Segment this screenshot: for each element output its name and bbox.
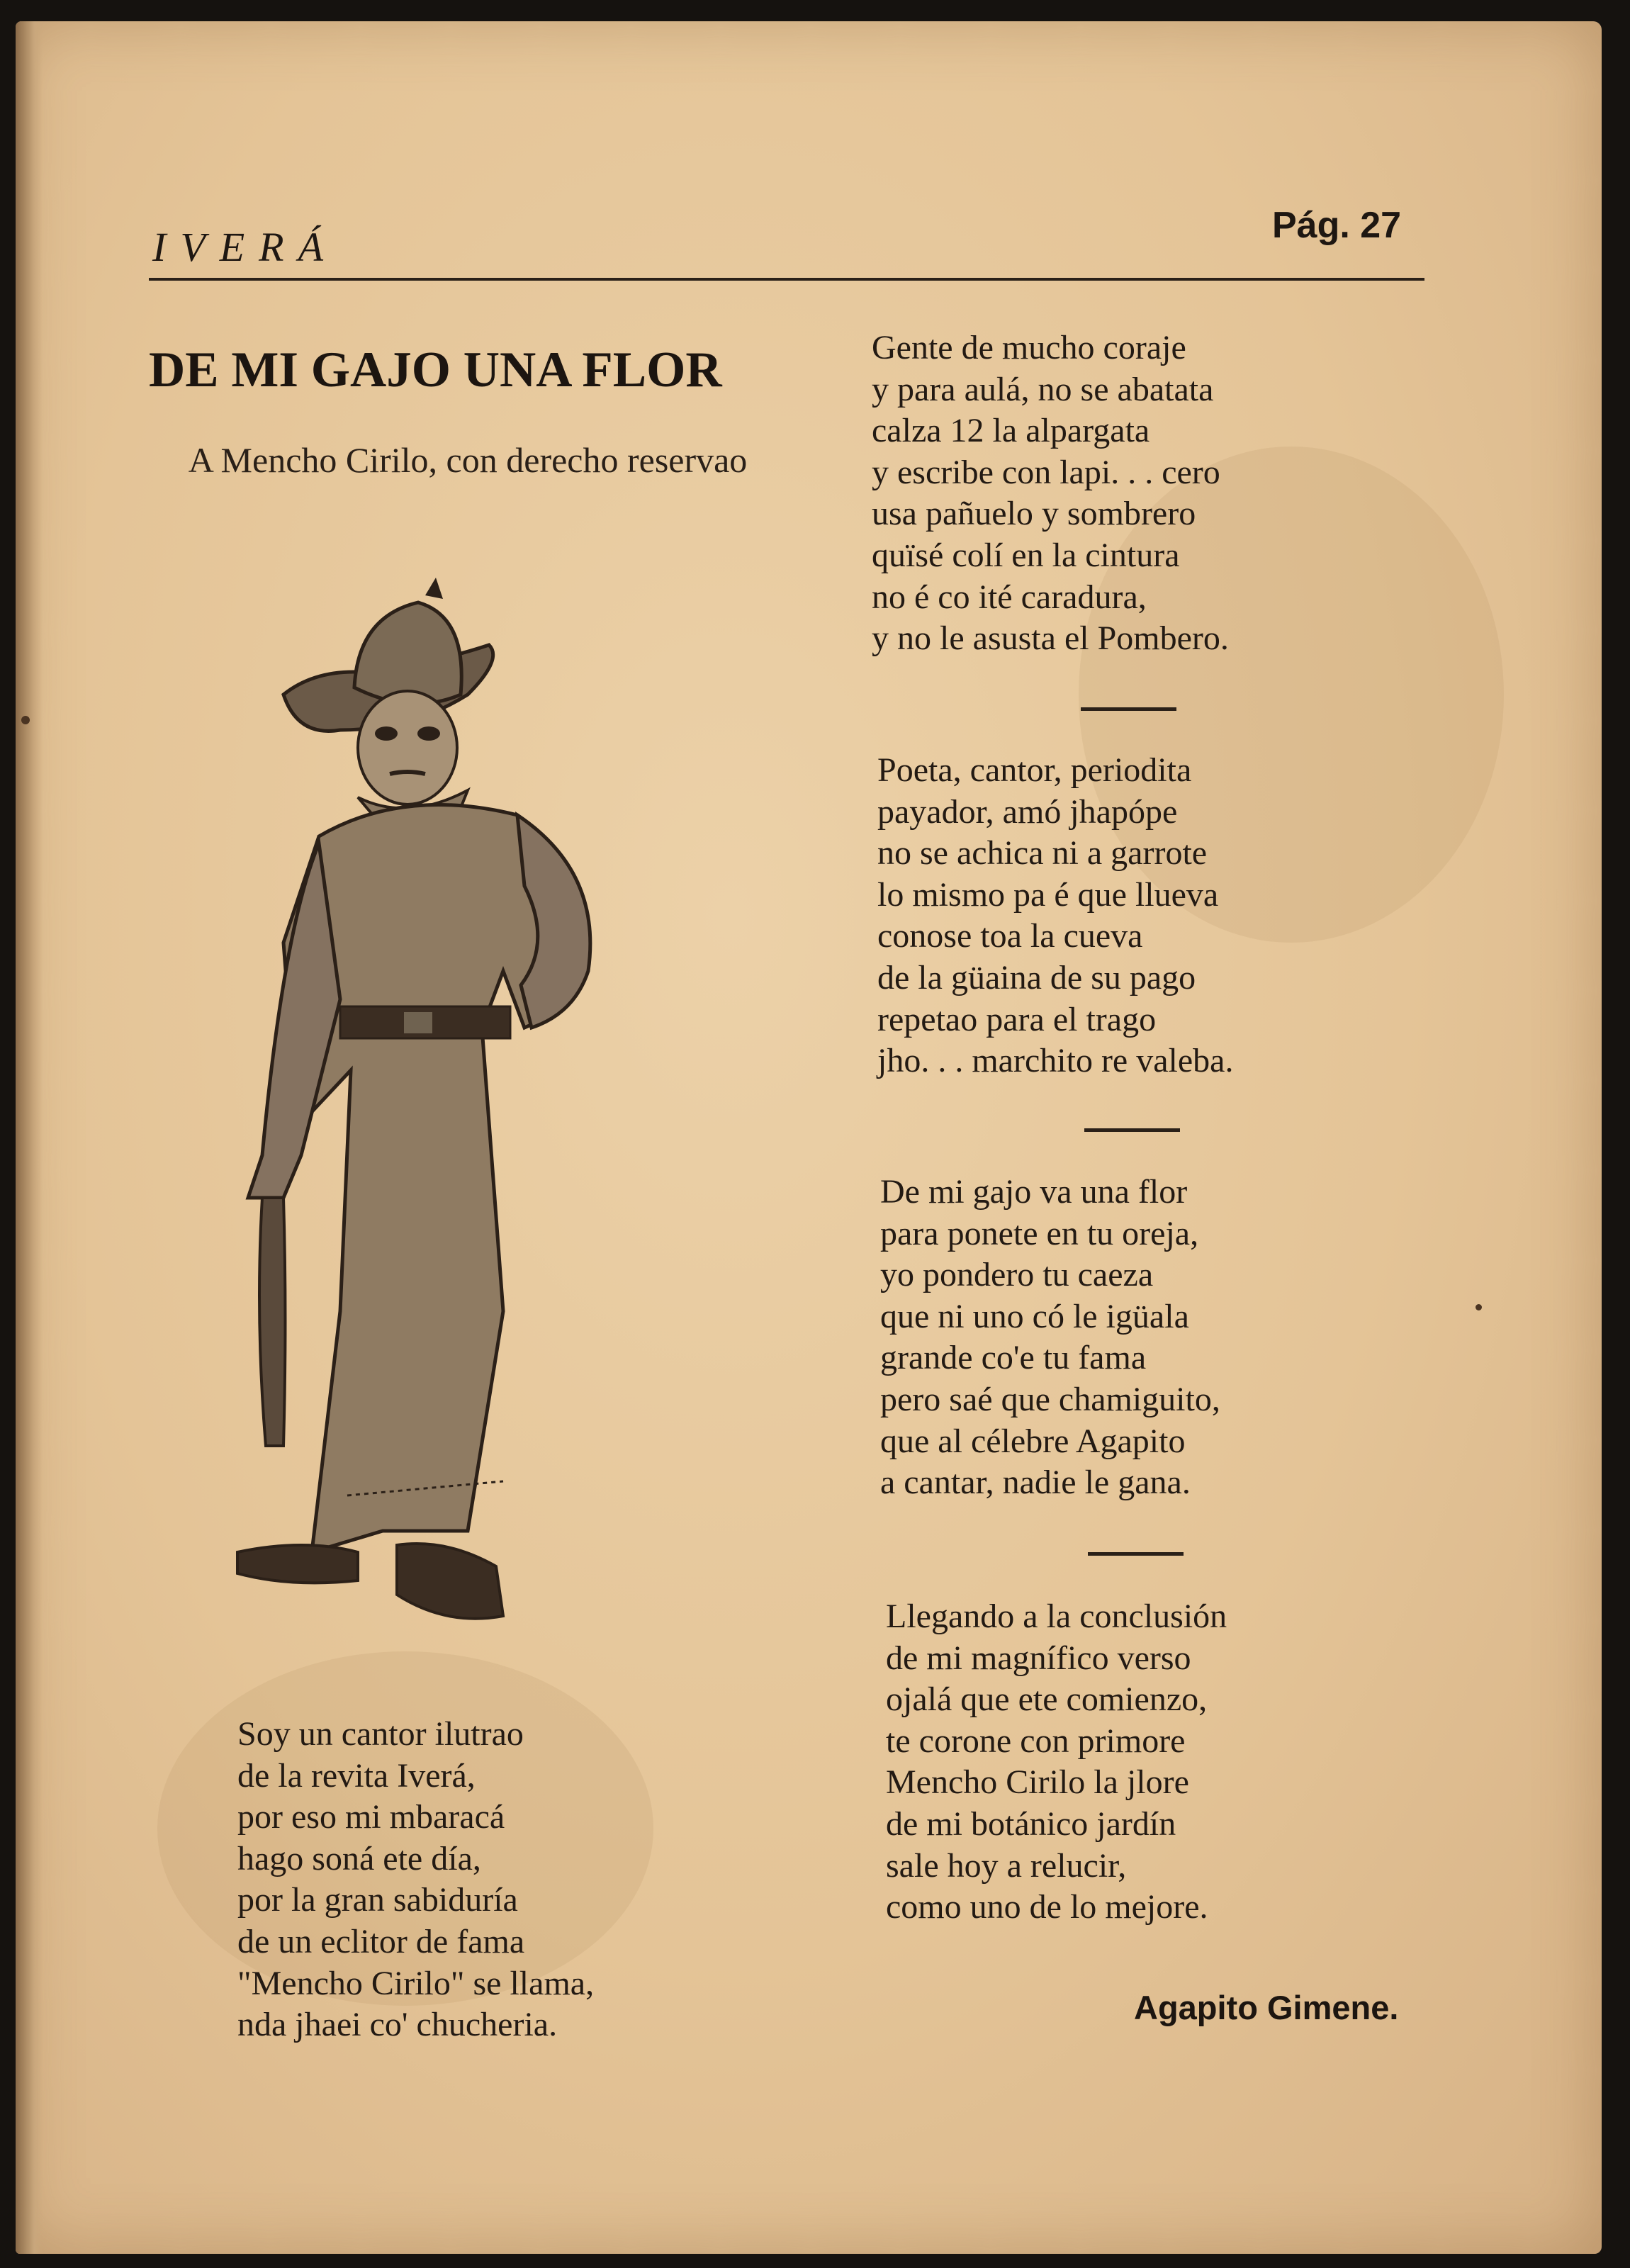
verse-line: pero saé que chamiguito, (880, 1380, 1220, 1418)
verse-line: jho. . . marchito re valeba. (877, 1042, 1234, 1080)
verse-line: por eso mi mbaracá (237, 1798, 505, 1836)
verse-line: Soy un cantor ilutrao (237, 1715, 524, 1753)
verse-line: sale hoy a relucir, (886, 1846, 1127, 1885)
verse-line: no é co ité caradura, (872, 578, 1147, 616)
verse-line: conose toa la cueva (877, 917, 1143, 955)
page-spine (16, 21, 43, 2254)
verse-line: como uno de lo mejore. (886, 1888, 1208, 1926)
verse-line: Mencho Cirilo la jlore (886, 1763, 1189, 1802)
verse-line: de un eclitor de fama (237, 1922, 525, 1960)
verse-line: De mi gajo va una flor (880, 1173, 1188, 1211)
stanza-separator (1088, 1552, 1184, 1556)
verse-line: repetao para el trago (877, 1000, 1157, 1038)
verse-line: hago soná ete día, (237, 1839, 481, 1877)
verse-line: Gente de mucho coraje (872, 329, 1186, 366)
verse-line: y para aulá, no se abatata (872, 370, 1214, 408)
verse-line: Poeta, cantor, periodita (877, 751, 1192, 789)
verse-line: lo mismo pa é que llueva (877, 875, 1219, 914)
verse-line: Llegando a la conclusión (886, 1598, 1227, 1635)
stanza-1 (872, 327, 1229, 660)
verse-line: payador, amó jhapópe (877, 792, 1178, 831)
verse-line: de mi botánico jardín (886, 1804, 1176, 1843)
poem-dedication: A Mencho Cirilo, con derecho reservao (188, 440, 748, 480)
verse-line: y no le asusta el Pombero. (872, 619, 1229, 658)
stanza-separator (1081, 707, 1176, 711)
stanza-4 (886, 1596, 1227, 1929)
verse-line: te corone con primore (886, 1722, 1186, 1760)
verse-line: que ni uno có le igüala (880, 1297, 1189, 1335)
verse-line: a cantar, nadie le gana. (880, 1464, 1191, 1502)
poem-title: DE MI GAJO UNA FLOR (149, 342, 722, 398)
running-title: IVERÁ (152, 224, 338, 270)
page-number: Pág. 27 (1272, 205, 1402, 246)
verse-line: "Mencho Cirilo" se llama, (237, 1964, 595, 2002)
verse-line: no se achica ni a garrote (877, 834, 1208, 872)
stanza-3 (880, 1172, 1220, 1504)
stanza-2 (877, 750, 1233, 1082)
stanza-separator (1084, 1128, 1180, 1132)
header-rule (149, 278, 1424, 281)
verse-line: quïsé colí en la cintura (872, 536, 1180, 574)
verse-line: de mi magnífico verso (886, 1639, 1191, 1677)
verse-line: que al célebre Agapito (880, 1422, 1186, 1460)
verse-line: y escribe con lapi. . . cero (872, 453, 1220, 491)
verse-line: calza 12 la alpargata (872, 412, 1150, 450)
verse-line: nda jhaei co' chucheria. (237, 2006, 558, 2044)
verse-line: para ponete en tu oreja, (880, 1214, 1199, 1252)
verse-line: de la güaina de su pago (877, 958, 1196, 997)
binding-dot (21, 716, 30, 724)
stanza-5 (237, 1714, 594, 2046)
verse-line: yo pondero tu caeza (880, 1256, 1154, 1294)
verse-line: por la gran sabiduría (237, 1881, 518, 1919)
verse-line: de la revita Iverá, (237, 1756, 476, 1795)
verse-line: grande co'e tu fama (880, 1339, 1147, 1377)
author-signature: Agapito Gimene. (1134, 1989, 1399, 2026)
gaucho-figure-icon (234, 574, 744, 1630)
verse-line: ojalá que ete comienzo, (886, 1680, 1208, 1719)
binding-dot (1476, 1304, 1482, 1310)
verse-line: usa pañuelo y sombrero (872, 495, 1196, 533)
